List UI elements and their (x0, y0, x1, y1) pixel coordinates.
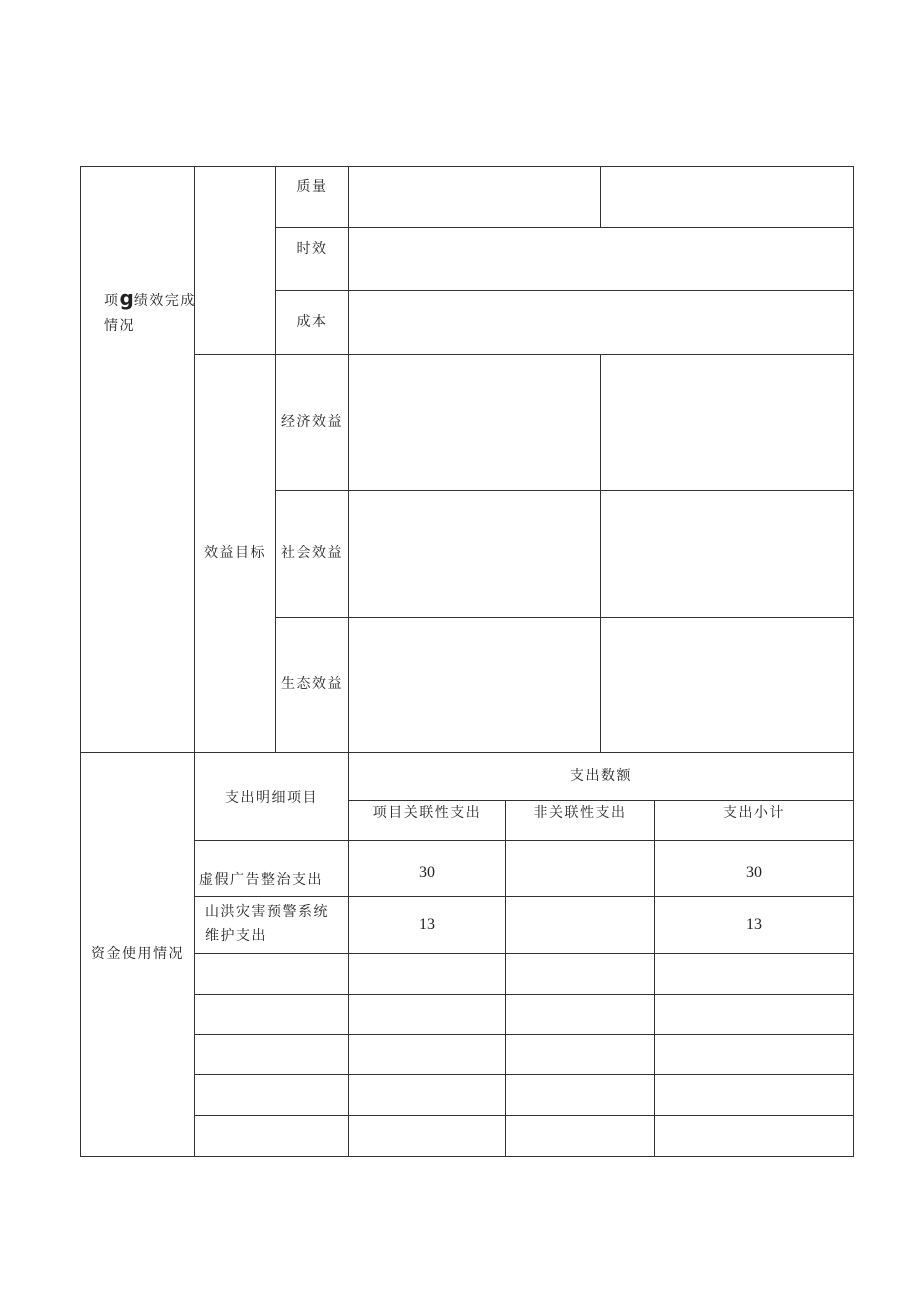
performance-section-label: 项g绩效完成情况 (104, 286, 196, 335)
table-row-subtotal: 30 (746, 864, 762, 881)
table-border-right (853, 166, 854, 1157)
table-row-item: 虚假广告整治支出 (199, 872, 323, 889)
indicator-cost: 成本 (296, 313, 328, 330)
grid-line (600, 354, 601, 752)
indicator-economic-benefit: 经济效益 (281, 413, 343, 430)
grid-line (600, 166, 601, 227)
col-unrelated-header: 非关联性支出 (533, 805, 627, 822)
indicator-timeliness: 时效 (296, 241, 328, 258)
col-related-header: 项目关联性支出 (372, 805, 482, 822)
benefit-target-label: 效益目标 (204, 544, 266, 561)
grid-line (348, 166, 349, 1157)
grid-line (275, 617, 853, 618)
table-row-item (195, 954, 348, 994)
table-row-item (195, 1116, 348, 1156)
indicator-quality: 质量 (296, 179, 328, 196)
table-border-bottom (80, 1156, 854, 1157)
table-row-related: 30 (419, 864, 435, 881)
grid-line (275, 290, 853, 291)
table-row-unrelated (506, 841, 654, 896)
grid-line (275, 490, 853, 491)
table-border-top (80, 166, 854, 167)
table-row-item (195, 995, 348, 1034)
table-row-related: 13 (419, 916, 435, 934)
indicator-social-benefit: 社会效益 (281, 545, 343, 562)
amount-header: 支出数额 (570, 767, 632, 784)
col-subtotal-header: 支出小计 (723, 805, 785, 822)
funds-section-label: 资金使用情况 (91, 945, 184, 962)
detail-header: 支出明细项目 (225, 790, 318, 806)
table-row-item (195, 1035, 348, 1074)
indicator-ecological-benefit: 生态效益 (281, 676, 343, 693)
grid-line (275, 227, 853, 228)
table-row-item (195, 1075, 348, 1115)
table-row-unrelated (506, 897, 654, 953)
table-row-item: 山洪灾害预警系统维护支出 (205, 904, 329, 944)
table-row-subtotal: 13 (746, 916, 762, 934)
